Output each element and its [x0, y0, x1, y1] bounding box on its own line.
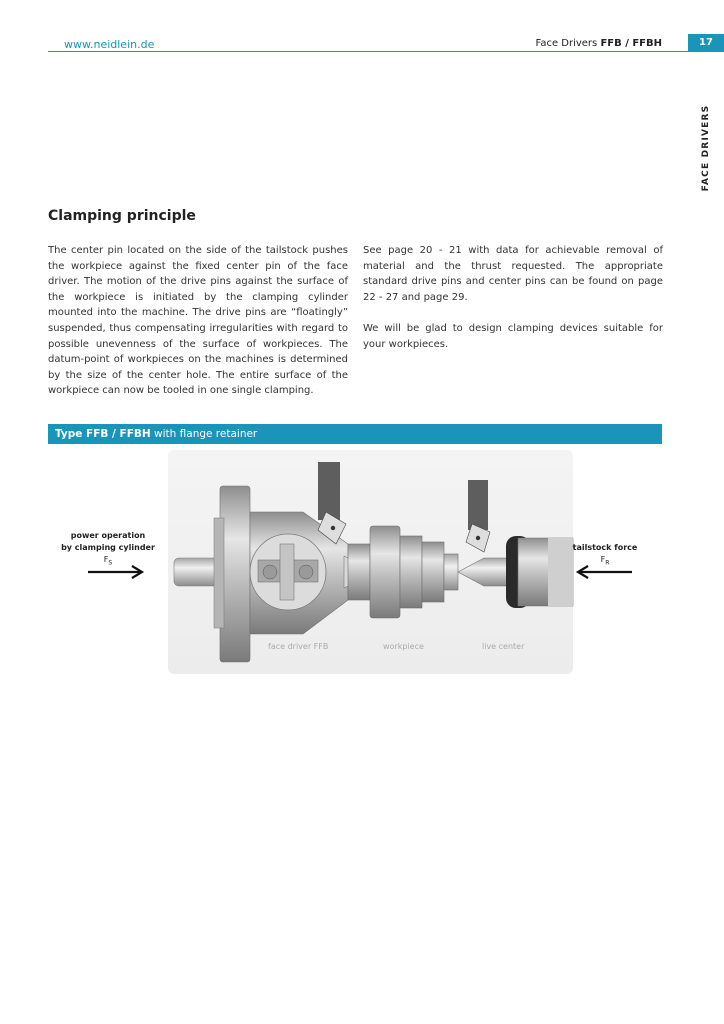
header-section-prefix: Face Drivers	[535, 38, 601, 49]
banner-rest: with flange retainer	[150, 428, 258, 440]
flange-retainer	[220, 486, 250, 662]
left-symbol-letter: F	[103, 555, 109, 564]
header-url[interactable]: www.neidlein.de	[64, 38, 155, 51]
section-heading: Clamping principle	[48, 208, 196, 224]
workpiece-segment-5	[444, 554, 458, 590]
left-paragraph: The center pin located on the side of the tailstock pushes the workpiece against the fixed center pin of the face driver. The motion of the drive pins against the surface of the workpiece is initiated by the clamping cylinder mounted into the machine. The drive pins are “floatingly” suspended, thus compensating irregularities with regard to possible unevenness of the surface of workpieces. The datum-point of workpieces on the machines is determined by the size of the center hole. The entire surface of the workpiece can now be tooled in one single clamping.	[48, 245, 348, 397]
caption-live-center: live center	[482, 642, 525, 651]
right-paragraph-2: We will be glad to design clamping devices suitable for your workpieces.	[363, 322, 663, 350]
right-paragraph-1: See page 20 - 21 with data for achievable removal of material and the thrust requested. The appropriate standard drive pins and center pins can be found on page 22 - 27 and page 29.	[363, 245, 663, 303]
header-section-bold: FFB / FFBH	[600, 38, 662, 49]
side-tab-label: FACE DRIVERS	[701, 104, 711, 192]
left-label-line-2: by clamping cylinder	[61, 543, 155, 552]
right-symbol-sub: R	[605, 559, 610, 567]
header-section-title	[535, 38, 662, 49]
tool-holder-left	[318, 462, 340, 520]
workpiece-segment-3	[400, 536, 422, 608]
side-tab	[698, 104, 714, 192]
left-force-symbol	[58, 554, 158, 570]
right-force-symbol	[562, 554, 648, 570]
workpiece-segment-2	[370, 526, 400, 618]
caption-face-driver: face driver FFB	[268, 642, 329, 651]
left-column	[48, 243, 348, 415]
right-symbol-letter: F	[600, 555, 606, 564]
left-force-label	[58, 530, 158, 570]
caption-workpiece: workpiece	[383, 642, 424, 651]
tool-holder-right	[468, 480, 488, 530]
right-label-line: tailstock force	[572, 543, 638, 552]
left-label-line-1: power operation	[70, 531, 146, 540]
header-rule	[48, 51, 688, 52]
workpiece-segment-1	[348, 544, 370, 600]
left-symbol-sub: S	[108, 559, 113, 567]
page-number: 17	[688, 34, 724, 52]
right-column	[363, 243, 663, 368]
driver-shaft	[174, 558, 220, 586]
right-force-label	[562, 542, 648, 570]
clamping-figure	[48, 448, 662, 680]
figure-banner	[48, 424, 662, 444]
workpiece-segment-4	[422, 542, 444, 602]
banner-bold: Type FFB / FFBH	[55, 428, 151, 440]
